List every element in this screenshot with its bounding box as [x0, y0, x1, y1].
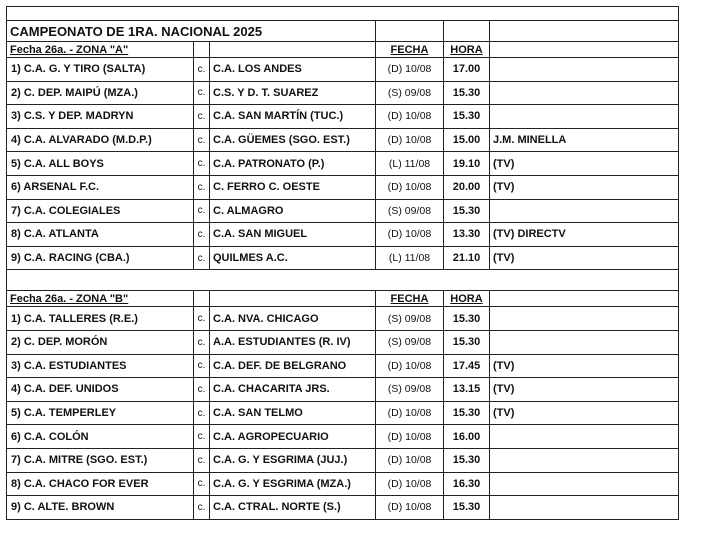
versus-mark: c. — [194, 307, 210, 331]
fixture-sheet — [6, 6, 678, 520]
match-row — [7, 58, 679, 82]
away-team: C. FERRO C. OESTE — [210, 175, 376, 199]
match-time: 15.30 — [444, 105, 490, 129]
match-time: 15.30 — [444, 330, 490, 354]
match-date: (S) 09/08 — [376, 81, 444, 105]
broadcast-note — [490, 330, 679, 354]
match-time: 15.00 — [444, 128, 490, 152]
versus-mark: c. — [194, 152, 210, 176]
match-date: (D) 10/08 — [376, 58, 444, 82]
match-row — [7, 378, 679, 402]
match-date: (D) 10/08 — [376, 105, 444, 129]
broadcast-note: (TV) — [490, 378, 679, 402]
broadcast-note — [490, 81, 679, 105]
match-time: 15.30 — [444, 496, 490, 520]
match-date: (D) 10/08 — [376, 472, 444, 496]
broadcast-note: (TV) — [490, 401, 679, 425]
home-team: 8) C.A. ATLANTA — [7, 223, 194, 247]
home-team: 9) C. ALTE. BROWN — [7, 496, 194, 520]
match-time: 13.30 — [444, 223, 490, 247]
away-team: C.A. PATRONATO (P.) — [210, 152, 376, 176]
zone-label: Fecha 26a. - ZONA "A" — [7, 42, 194, 58]
home-team: 1) C.A. G. Y TIRO (SALTA) — [7, 58, 194, 82]
match-row — [7, 448, 679, 472]
match-date: (L) 11/08 — [376, 246, 444, 270]
versus-mark: c. — [194, 81, 210, 105]
match-row — [7, 81, 679, 105]
match-row — [7, 128, 679, 152]
match-row — [7, 175, 679, 199]
match-time: 15.30 — [444, 448, 490, 472]
broadcast-note: (TV) — [490, 246, 679, 270]
away-team: C. ALMAGRO — [210, 199, 376, 223]
zone-separator-row — [7, 270, 679, 291]
match-time: 20.00 — [444, 175, 490, 199]
hora-header: HORA — [444, 42, 490, 58]
match-time: 13.15 — [444, 378, 490, 402]
match-row — [7, 425, 679, 449]
broadcast-note — [490, 105, 679, 129]
versus-mark: c. — [194, 378, 210, 402]
match-date: (D) 10/08 — [376, 223, 444, 247]
page-title: CAMPEONATO DE 1RA. NACIONAL 2025 — [7, 21, 376, 42]
broadcast-note: (TV) — [490, 354, 679, 378]
home-team: 8) C.A. CHACO FOR EVER — [7, 472, 194, 496]
versus-mark: c. — [194, 128, 210, 152]
match-date: (S) 09/08 — [376, 330, 444, 354]
home-team: 7) C.A. MITRE (SGO. EST.) — [7, 448, 194, 472]
broadcast-note — [490, 199, 679, 223]
match-time: 17.00 — [444, 58, 490, 82]
versus-mark: c. — [194, 223, 210, 247]
home-team: 3) C.S. Y DEP. MADRYN — [7, 105, 194, 129]
versus-mark: c. — [194, 199, 210, 223]
fecha-header: FECHA — [376, 42, 444, 58]
versus-mark: c. — [194, 496, 210, 520]
broadcast-note: (TV) DIRECTV — [490, 223, 679, 247]
match-date: (D) 10/08 — [376, 496, 444, 520]
match-date: (D) 10/08 — [376, 448, 444, 472]
away-team: C.A. G. Y ESGRIMA (MZA.) — [210, 472, 376, 496]
match-date: (D) 10/08 — [376, 401, 444, 425]
broadcast-note — [490, 425, 679, 449]
match-time: 15.30 — [444, 401, 490, 425]
broadcast-note — [490, 448, 679, 472]
hora-header: HORA — [444, 291, 490, 307]
match-date: (S) 09/08 — [376, 307, 444, 331]
versus-mark: c. — [194, 354, 210, 378]
match-time: 17.45 — [444, 354, 490, 378]
match-time: 15.30 — [444, 199, 490, 223]
match-time: 16.00 — [444, 425, 490, 449]
versus-mark: c. — [194, 330, 210, 354]
away-team: C.A. GÜEMES (SGO. EST.) — [210, 128, 376, 152]
versus-mark: c. — [194, 175, 210, 199]
home-team: 6) C.A. COLÓN — [7, 425, 194, 449]
versus-mark: c. — [194, 58, 210, 82]
broadcast-note: J.M. MINELLA — [490, 128, 679, 152]
versus-mark: c. — [194, 425, 210, 449]
match-row — [7, 354, 679, 378]
away-team: C.A. AGROPECUARIO — [210, 425, 376, 449]
match-row — [7, 199, 679, 223]
home-team: 2) C. DEP. MORÓN — [7, 330, 194, 354]
match-row — [7, 496, 679, 520]
away-team: C.A. NVA. CHICAGO — [210, 307, 376, 331]
title-row — [7, 21, 679, 42]
match-date: (L) 11/08 — [376, 152, 444, 176]
match-time: 15.30 — [444, 81, 490, 105]
home-team: 1) C.A. TALLERES (R.E.) — [7, 307, 194, 331]
home-team: 4) C.A. ALVARADO (M.D.P.) — [7, 128, 194, 152]
home-team: 6) ARSENAL F.C. — [7, 175, 194, 199]
match-date: (D) 10/08 — [376, 425, 444, 449]
top-spacer-row — [7, 7, 679, 21]
match-row — [7, 152, 679, 176]
away-team: C.A. DEF. DE BELGRANO — [210, 354, 376, 378]
versus-mark: c. — [194, 246, 210, 270]
home-team: 4) C.A. DEF. UNIDOS — [7, 378, 194, 402]
away-team: C.A. G. Y ESGRIMA (JUJ.) — [210, 448, 376, 472]
home-team: 5) C.A. TEMPERLEY — [7, 401, 194, 425]
match-row — [7, 246, 679, 270]
home-team: 7) C.A. COLEGIALES — [7, 199, 194, 223]
broadcast-note — [490, 58, 679, 82]
zone-header-row — [7, 291, 679, 307]
match-row — [7, 223, 679, 247]
away-team: C.A. CTRAL. NORTE (S.) — [210, 496, 376, 520]
broadcast-note: (TV) — [490, 152, 679, 176]
match-row — [7, 105, 679, 129]
fixture-table — [6, 6, 679, 520]
versus-mark: c. — [194, 105, 210, 129]
match-row — [7, 307, 679, 331]
match-time: 16.30 — [444, 472, 490, 496]
home-team: 2) C. DEP. MAIPÚ (MZA.) — [7, 81, 194, 105]
away-team: C.A. CHACARITA JRS. — [210, 378, 376, 402]
match-row — [7, 330, 679, 354]
home-team: 9) C.A. RACING (CBA.) — [7, 246, 194, 270]
fecha-header: FECHA — [376, 291, 444, 307]
away-team: C.A. SAN MIGUEL — [210, 223, 376, 247]
zone-label: Fecha 26a. - ZONA "B" — [7, 291, 194, 307]
match-time: 15.30 — [444, 307, 490, 331]
broadcast-note: (TV) — [490, 175, 679, 199]
away-team: C.A. SAN TELMO — [210, 401, 376, 425]
versus-mark: c. — [194, 472, 210, 496]
away-team: C.A. LOS ANDES — [210, 58, 376, 82]
versus-mark: c. — [194, 401, 210, 425]
match-date: (D) 10/08 — [376, 175, 444, 199]
zone-header-row — [7, 42, 679, 58]
match-date: (D) 10/08 — [376, 128, 444, 152]
match-date: (D) 10/08 — [376, 354, 444, 378]
broadcast-note — [490, 496, 679, 520]
match-time: 19.10 — [444, 152, 490, 176]
match-row — [7, 472, 679, 496]
broadcast-note — [490, 472, 679, 496]
away-team: QUILMES A.C. — [210, 246, 376, 270]
away-team: A.A. ESTUDIANTES (R. IV) — [210, 330, 376, 354]
broadcast-note — [490, 307, 679, 331]
match-time: 21.10 — [444, 246, 490, 270]
match-date: (S) 09/08 — [376, 378, 444, 402]
home-team: 3) C.A. ESTUDIANTES — [7, 354, 194, 378]
away-team: C.S. Y D. T. SUAREZ — [210, 81, 376, 105]
away-team: C.A. SAN MARTÍN (TUC.) — [210, 105, 376, 129]
home-team: 5) C.A. ALL BOYS — [7, 152, 194, 176]
versus-mark: c. — [194, 448, 210, 472]
match-date: (S) 09/08 — [376, 199, 444, 223]
match-row — [7, 401, 679, 425]
